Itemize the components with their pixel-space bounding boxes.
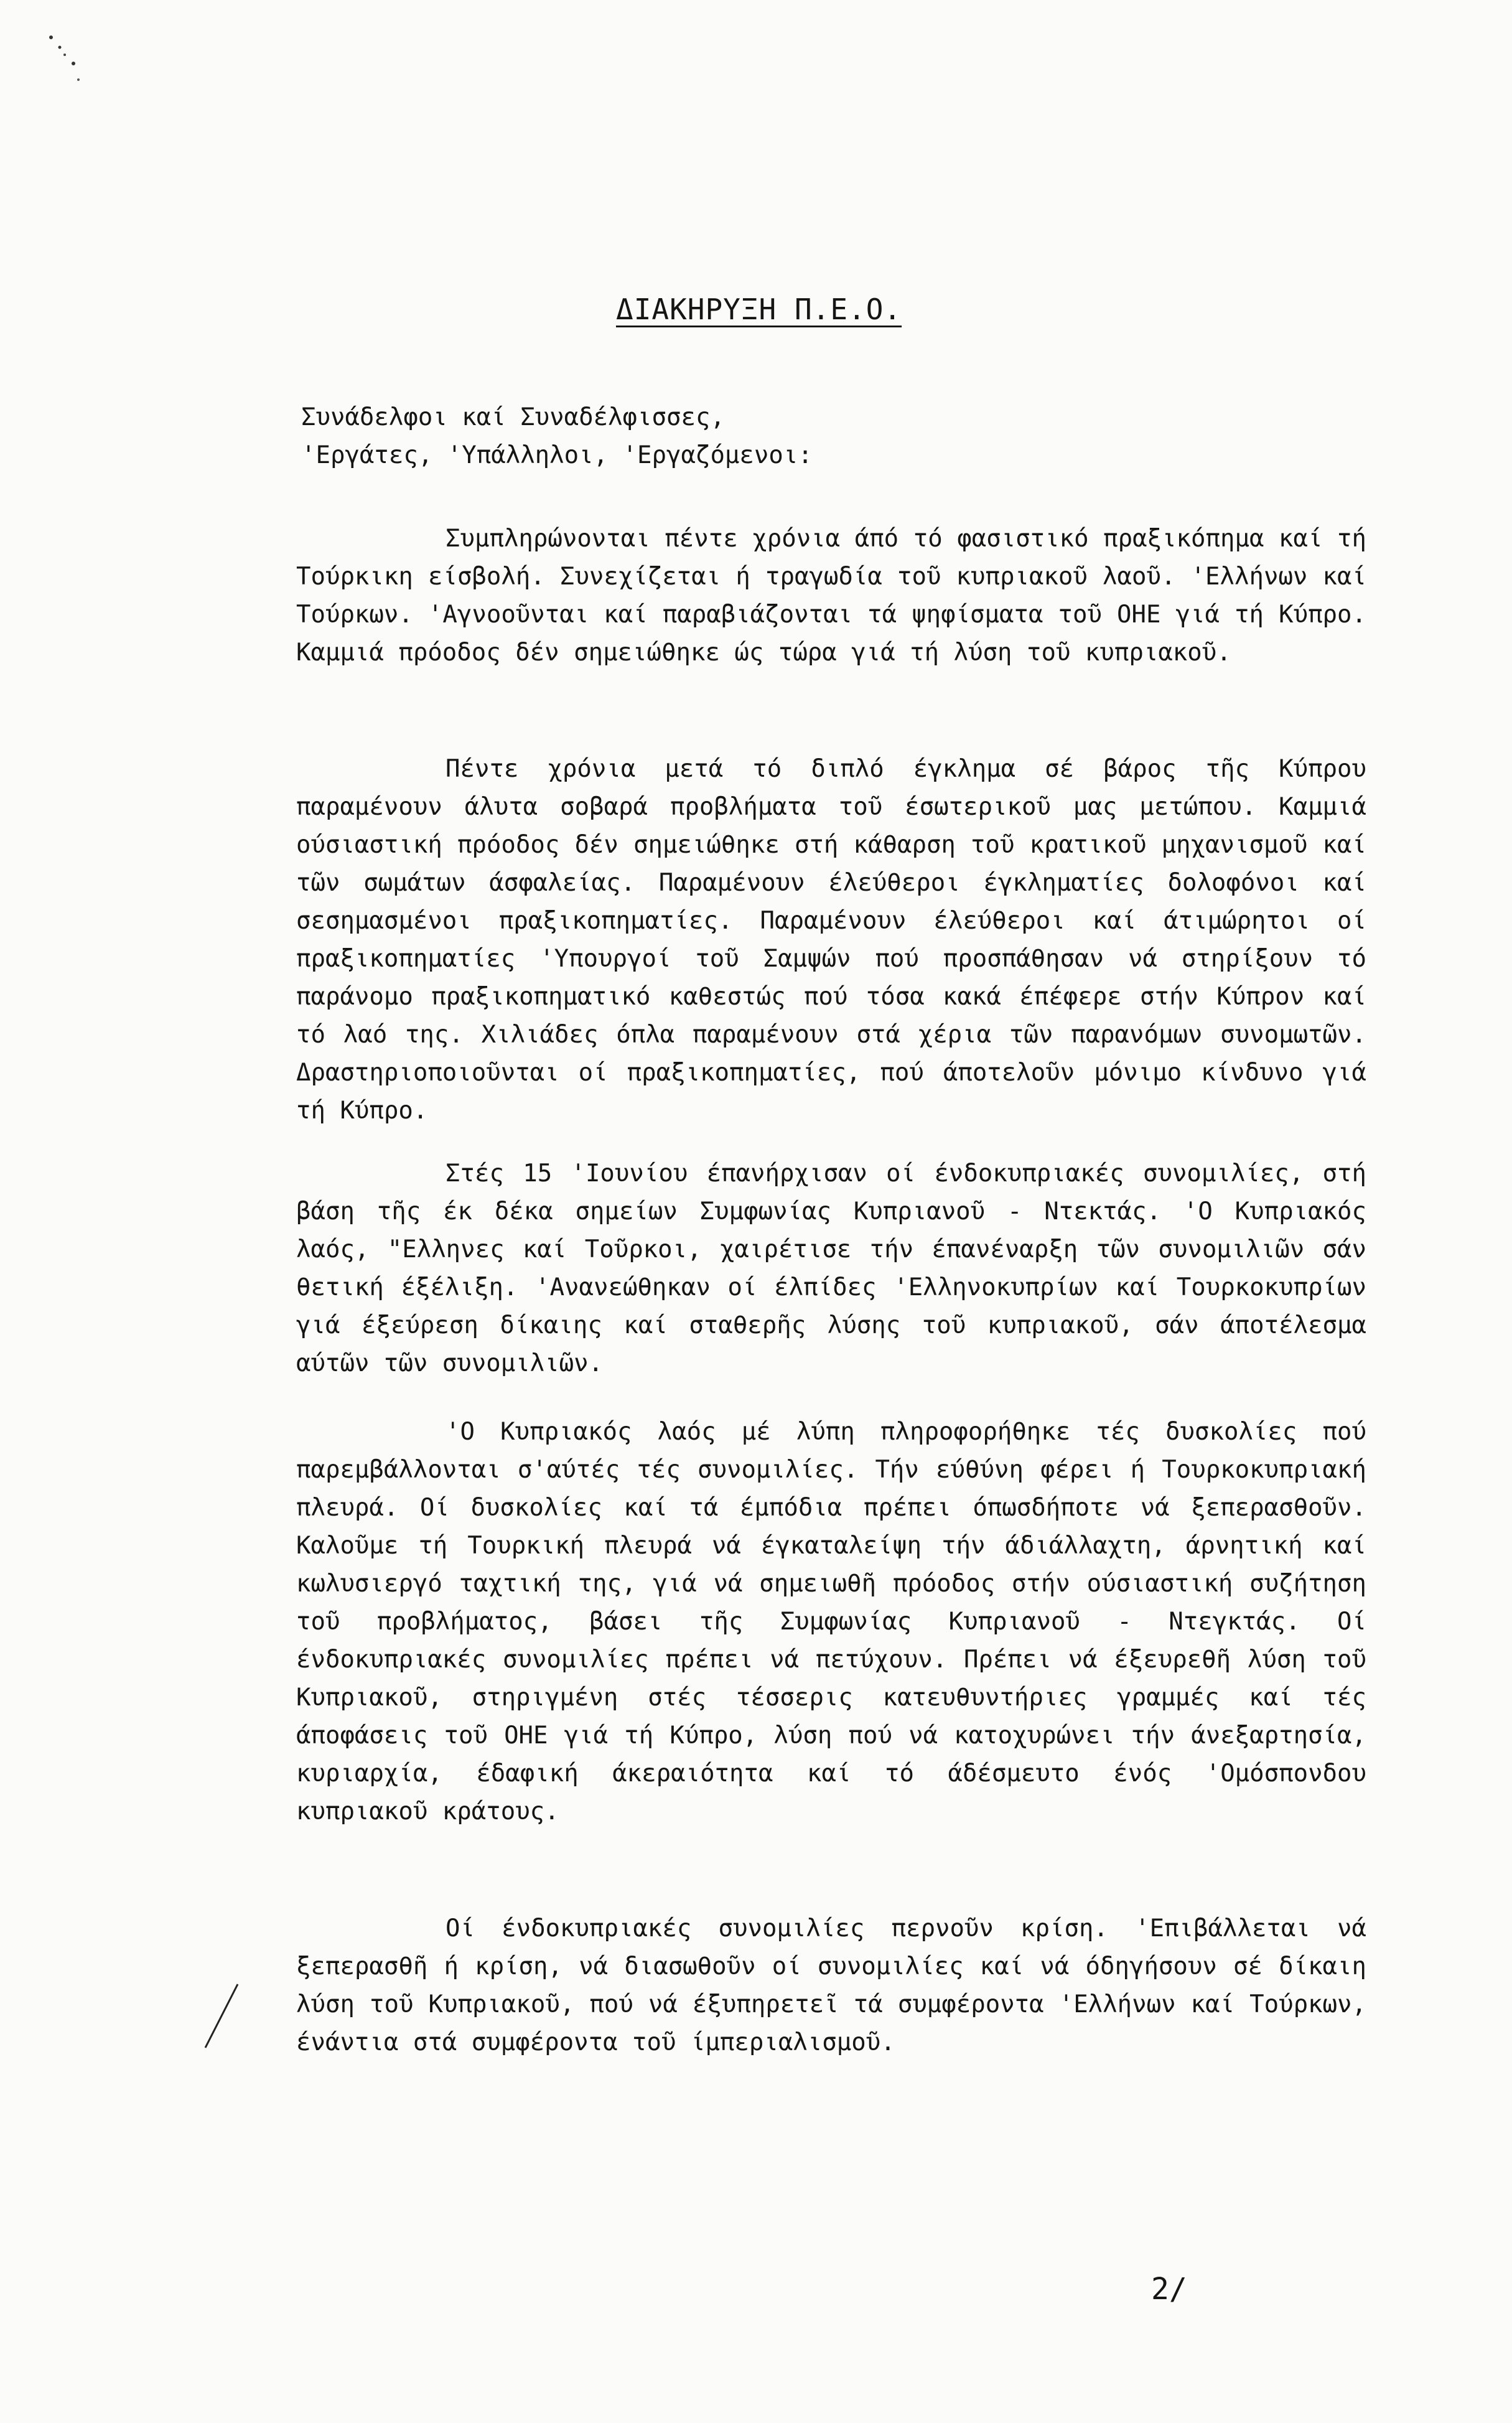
margin-pen-mark — [199, 1979, 249, 2054]
paragraph-1: Συμπληρώνονται πέντε χρόνια άπό τό φασιστικό πραξικόπημα καί τή Τούρκικη είσβολή. Συνεχίζεται ή τραγωδία τοῦ κυπριακοῦ λαοῦ. 'Ελλήνων καί Τούρκων. 'Αγνοοῦνται καί παραβιάζονται τά ψηφίσματα τοῦ ΟΗΕ γιά τή Κύπρο. Καμμιά πρόοδος δέν σημειώθηκε ώς τώρα γιά τή λύση τοῦ κυπριακοῦ. — [296, 525, 1366, 667]
salutation-line-1: Συνάδελφοι καί Συναδέλφισσες, — [301, 403, 725, 431]
salutation-line-2: 'Εργάτες, 'Υπάλληλοι, 'Εργαζόμενοι: — [301, 441, 813, 469]
document-title: ΔΙΑΚΗΡΥΞΗ Π.Ε.Ο. — [616, 293, 902, 326]
scan-specks — [44, 25, 93, 87]
paragraph-3: Στές 15 'Ιουνίου έπανήρχισαν οί ένδοκυπριακές συνομιλίες, στή βάση τῆς έκ δέκα σημείων Συμφωνίας Κυπριανοῦ - Ντεκτάς. 'Ο Κυπριακός λαός, "Ελληνες καί Τοῦρκοι, χαιρέτισε τήν έπανέναρξη τῶν συνομιλιῶν σάν θετική έξέλιξη. 'Ανανεώθηκαν οί έλπίδες 'Ελληνοκυπρίων καί Τουρκοκυπρίων γιά έξεύρεση δίκαιης καί σταθερῆς λύσης τοῦ κυπριακοῦ, σάν άποτέλεσμα αύτῶν τῶν συνομιλιῶν. — [296, 1160, 1366, 1377]
paragraph-4: 'Ο Κυπριακός λαός μέ λύπη πληροφορήθηκε τές δυσκολίες πού παρεμβάλλονται σ'αύτές τές συνομιλίες. Τήν εύθύνη φέρει ή Τουρκοκυπριακή πλευρά. Οί δυσκολίες καί τά έμπόδια πρέπει όπωσδήποτε νά ξεπερασθοῦν. Καλοῦμε τή Τουρκική πλευρά νά έγκαταλείψη τήν άδιάλλαχτη, άρνητική καί κωλυσιεργό ταχτική της, γιά νά σημειωθῆ πρόοδος στήν ούσιαστική συζήτηση τοῦ προβλήματος, βάσει τῆς Συμφωνίας Κυπριανοῦ - Ντεγκτάς. Οί ένδοκυπριακές συνομιλίες πρέπει νά πετύχουν. Πρέπει νά έξευρεθῆ λύση τοῦ Κυπριακοῦ, στηριγμένη στές τέσσερις κατευθυντήριες γραμμές καί τές άποφάσεις τοῦ ΟΗΕ γιά τή Κύπρο, λύση πού νά κατοχυρώνει τήν άνεξαρτησία, κυριαρχία, έδαφική άκεραιότητα καί τό άδέσμευτο ένός 'Ομόσπονδου κυπριακοῦ κράτους. — [296, 1418, 1366, 1825]
page-number: 2/ — [1151, 2272, 1187, 2307]
paragraph-5: Οί ένδοκυπριακές συνομιλίες περνοῦν κρίση. 'Επιβάλλεται νά ξεπερασθῆ ή κρίση, νά διασωθοῦν οί συνομιλίες καί νά όδηγήσουν σέ δίκαιη λύση τοῦ Κυπριακοῦ, πού νά έξυπηρετεῖ τά συμφέροντα 'Ελλήνων καί Τούρκων, ένάντια στά συμφέροντα τοῦ ίμπεριαλισμοῦ. — [296, 1914, 1366, 2056]
salutation — [301, 398, 813, 474]
paragraph-2: Πέντε χρόνια μετά τό διπλό έγκλημα σέ βάρος τῆς Κύπρου παραμένουν άλυτα σοβαρά προβλήματα τοῦ έσωτερικοῦ μας μετώπου. Καμμιά ούσιαστική πρόοδος δέν σημειώθηκε στή κάθαρση τοῦ κρατικοῦ μηχανισμοῦ καί τῶν σωμάτων άσφαλείας. Παραμένουν έλεύθεροι έγκληματίες δολοφόνοι καί σεσημασμένοι πραξικοπηματίες. Παραμένουν έλεύθεροι καί άτιμώρητοι οί πραξικοπηματίες 'Υπουργοί τοῦ Σαμψών πού προσπάθησαν νά στηρίξουν τό παράνομο πραξικοπηματικό καθεστώς πού τόσα κακά έπέφερε στήν Κύπρον καί τό λαό της. Χιλιάδες όπλα παραμένουν στά χέρια τῶν παρανόμων συνομωτῶν. Δραστηριοποιοῦνται οί πραξικοπηματίες, πού άποτελοῦν μόνιμο κίνδυνο γιά τή Κύπρο. — [296, 755, 1366, 1125]
